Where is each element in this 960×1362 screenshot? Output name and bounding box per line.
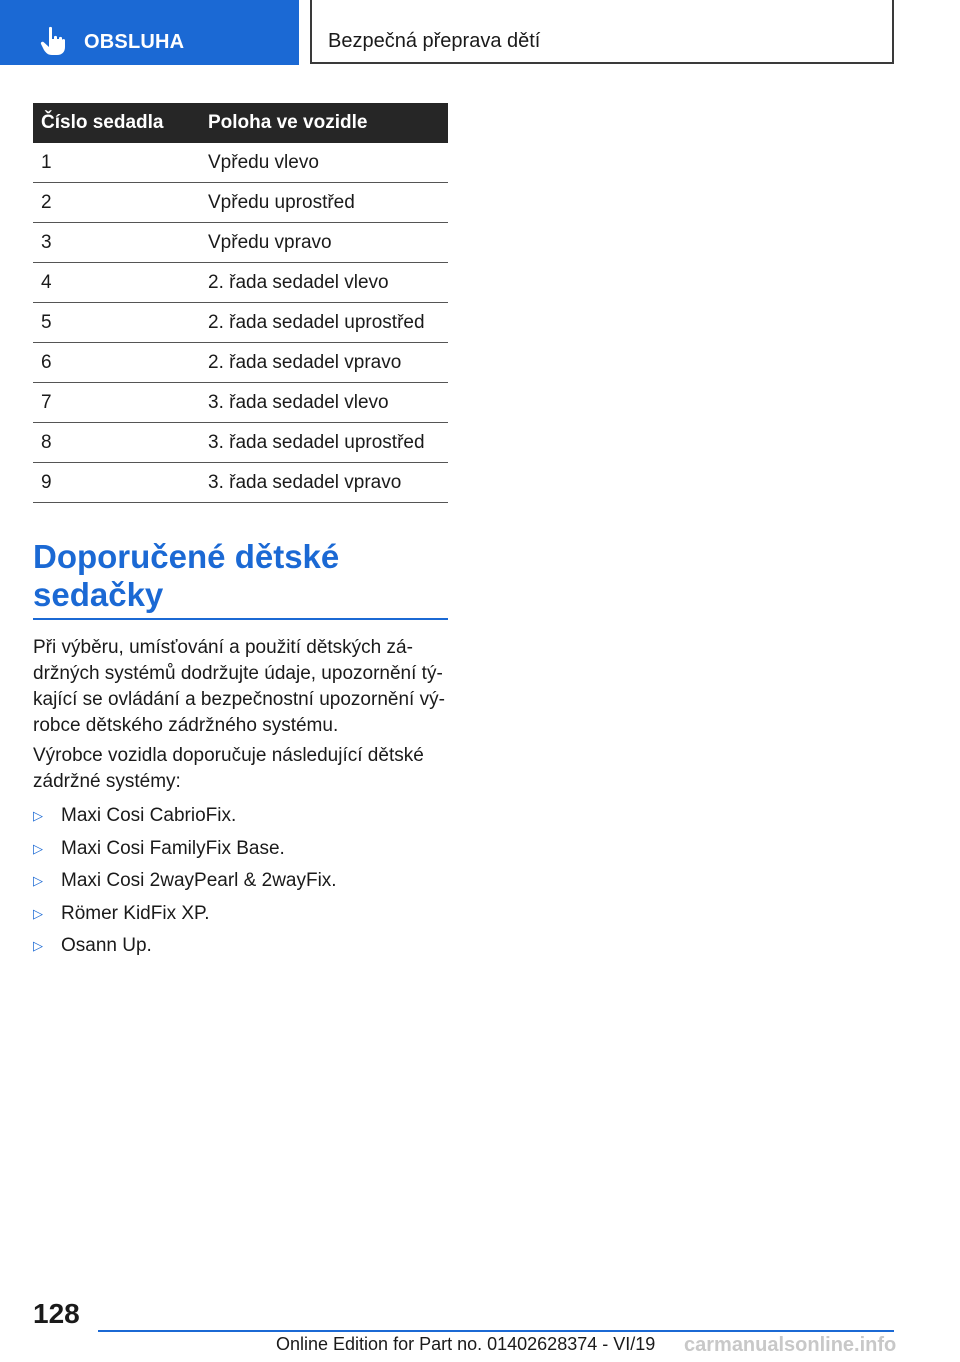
table-row	[33, 143, 448, 183]
section-label: OBSLUHA	[84, 31, 185, 53]
seat-position-cell: Vpředu uprostřed	[200, 183, 448, 223]
list-item	[33, 930, 448, 963]
section-heading	[33, 538, 448, 620]
list-item	[33, 833, 448, 866]
chapter-title: Bezpečná přeprava dětí	[328, 30, 541, 52]
table-row	[33, 463, 448, 503]
section-tab	[0, 0, 299, 65]
seat-position-cell: Vpředu vlevo	[200, 143, 448, 183]
seat-number-cell: 4	[33, 263, 200, 303]
list-item-text: Maxi Cosi FamilyFix Base.	[61, 837, 285, 859]
intro-paragraph: Při výběru, umísťování a použití dětských zá- držných systémů dodržujte údaje, upozornění tý- kající se ovládání a bezpečnostní upozornění vý- robce dětského zádržného systému.	[33, 637, 445, 736]
list-item-text: Römer KidFix XP.	[61, 902, 210, 924]
list-item	[33, 800, 448, 833]
seat-position-cell: 3. řada sedadel uprostřed	[200, 423, 448, 463]
seat-position-cell: 2. řada sedadel uprostřed	[200, 303, 448, 343]
table-row	[33, 423, 448, 463]
footer-divider	[98, 1330, 894, 1332]
triangle-bullet-icon: ▷	[33, 905, 43, 921]
seat-position-cell: 2. řada sedadel vlevo	[200, 263, 448, 303]
page-number: 128	[33, 1298, 80, 1329]
section-heading-line1: Doporučené dětské	[33, 538, 340, 575]
seat-number-cell: 9	[33, 463, 200, 503]
table-row	[33, 343, 448, 383]
column-header-position: Poloha ve vozidle	[200, 103, 448, 143]
list-item	[33, 898, 448, 931]
edition-text: Online Edition for Part no. 01402628374 - VI/19	[276, 1334, 656, 1354]
seat-number-cell: 8	[33, 423, 200, 463]
list-item-text: Maxi Cosi CabrioFix.	[61, 805, 237, 827]
section-heading-line2: sedačky	[33, 576, 164, 613]
chapter-header	[310, 0, 894, 64]
table-row	[33, 303, 448, 343]
list-item	[33, 865, 448, 898]
seat-position-cell: 3. řada sedadel vpravo	[200, 463, 448, 503]
recommendation-paragraph: Výrobce vozidla doporučuje následující dětské zádržné systémy:	[33, 745, 424, 792]
table-row	[33, 183, 448, 223]
list-item-text: Maxi Cosi 2wayPearl & 2wayFix.	[61, 870, 337, 892]
triangle-bullet-icon: ▷	[33, 873, 43, 889]
seat-number-cell: 5	[33, 303, 200, 343]
triangle-bullet-icon: ▷	[33, 938, 43, 954]
watermark: carmanualsonline.info	[684, 1334, 897, 1356]
column-header-seat-number: Číslo sedadla	[33, 103, 200, 143]
list-item-text: Osann Up.	[61, 935, 152, 957]
seat-position-cell: Vpředu vpravo	[200, 223, 448, 263]
triangle-bullet-icon: ▷	[33, 808, 43, 824]
seat-number-cell: 3	[33, 223, 200, 263]
seat-position-cell: 2. řada sedadel vpravo	[200, 343, 448, 383]
hand-pointer-icon	[40, 26, 66, 56]
table-row	[33, 263, 448, 303]
seat-position-table	[33, 103, 448, 503]
seat-number-cell: 1	[33, 143, 200, 183]
table-row	[33, 383, 448, 423]
triangle-bullet-icon: ▷	[33, 840, 43, 856]
seat-number-cell: 6	[33, 343, 200, 383]
seat-number-cell: 2	[33, 183, 200, 223]
table-row	[33, 223, 448, 263]
table-header-row	[33, 103, 448, 143]
seat-position-cell: 3. řada sedadel vlevo	[200, 383, 448, 423]
seat-number-cell: 7	[33, 383, 200, 423]
recommended-seats-list	[33, 800, 448, 963]
